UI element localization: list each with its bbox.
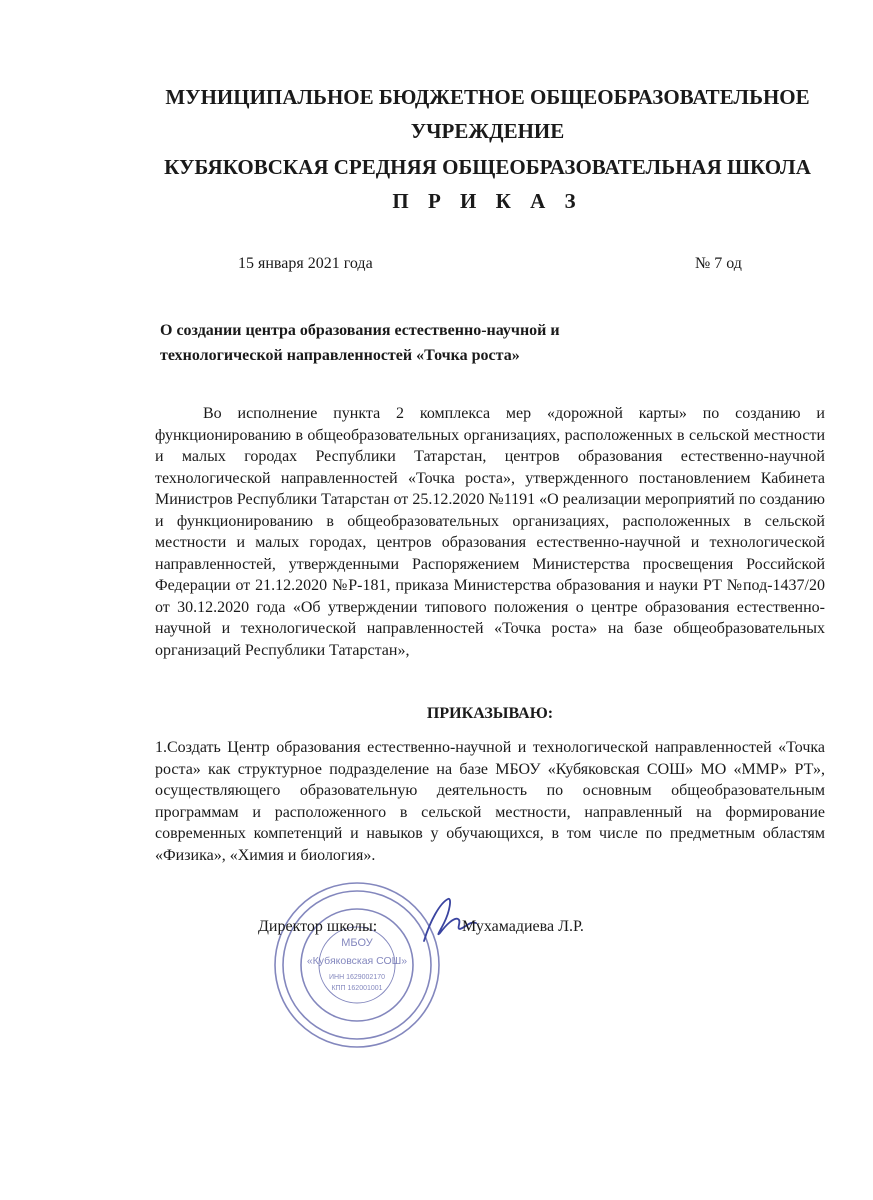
- stamp-main-text: «Кубяковская СОШ»: [306, 955, 408, 967]
- order-subject: [160, 318, 660, 368]
- order-number: № 7 од: [695, 255, 742, 272]
- order-date: 15 января 2021 года: [238, 255, 373, 272]
- org-name-line1: МУНИЦИПАЛЬНОЕ БЮДЖЕТНОЕ ОБЩЕОБРАЗОВАТЕЛЬНОЕ: [165, 85, 810, 109]
- director-name: Мухамадиева Л.Р.: [462, 918, 584, 935]
- org-name-line2: УЧРЕЖДЕНИЕ: [410, 119, 565, 143]
- signature-label: Директор школы:: [258, 918, 378, 935]
- orders-heading: ПРИКАЗЫВАЮ:: [426, 705, 554, 722]
- subject-line1: О создании центра образования естественно-научной и: [160, 322, 560, 339]
- stamp-inn: ИНН 1629002170: [328, 974, 386, 981]
- school-name: КУБЯКОВСКАЯ СРЕДНЯЯ ОБЩЕОБРАЗОВАТЕЛЬНАЯ ШКОЛА: [164, 155, 811, 179]
- preamble-paragraph: Во исполнение пункта 2 комплекса мер «дорожной карты» по созданию и функционированию в общеобразовательных организациях, расположенных в сельской местности и малых городах Республики Татарстан, центров образования естественно-научной технологической направленностей «Точка роста», утвержденного постановлением Кабинета Министров Республики Татарстан от 25.12.2020 №1191 «О реализации мероприятий по созданию и функционированию в общеобразовательных организациях, расположенных в сельской местности и малых городах, центров образования естественно-научной и технологической направленностей, утвержденными Распоряжением Министерства просвещения Российской Федерации от 21.12.2020 №Р-181, приказа Министерства образования и науки РТ №под-1437/20 от 30.12.2020 года «Об утверждении типового положения о центре образования естественно-научной и технологической направленностей «Точка роста» на базе общеобразовательных организаций Республики Татарстан»,: [155, 405, 825, 659]
- order-item-1: 1.Создать Центр образования естественно-научной и технологической направленностей «Точка роста» как структурное подразделение на базе МБОУ «Кубяковская СОШ» МО «ММР» РТ», осуществляющего образовательную деятельность по основным общеобразовательным программам и расположенного в сельской местности, направленный на формирование современных компетенций и навыков у обучающихся, в том числе по предметным областям «Физика», «Химия и биология».: [155, 739, 825, 864]
- document-type: П Р И К А З: [392, 189, 583, 213]
- stamp-kpp: КПП 162001001: [331, 985, 383, 992]
- stamp-top-text: МБОУ: [341, 937, 373, 949]
- subject-line2: технологической направленностей «Точка роста»: [160, 347, 520, 364]
